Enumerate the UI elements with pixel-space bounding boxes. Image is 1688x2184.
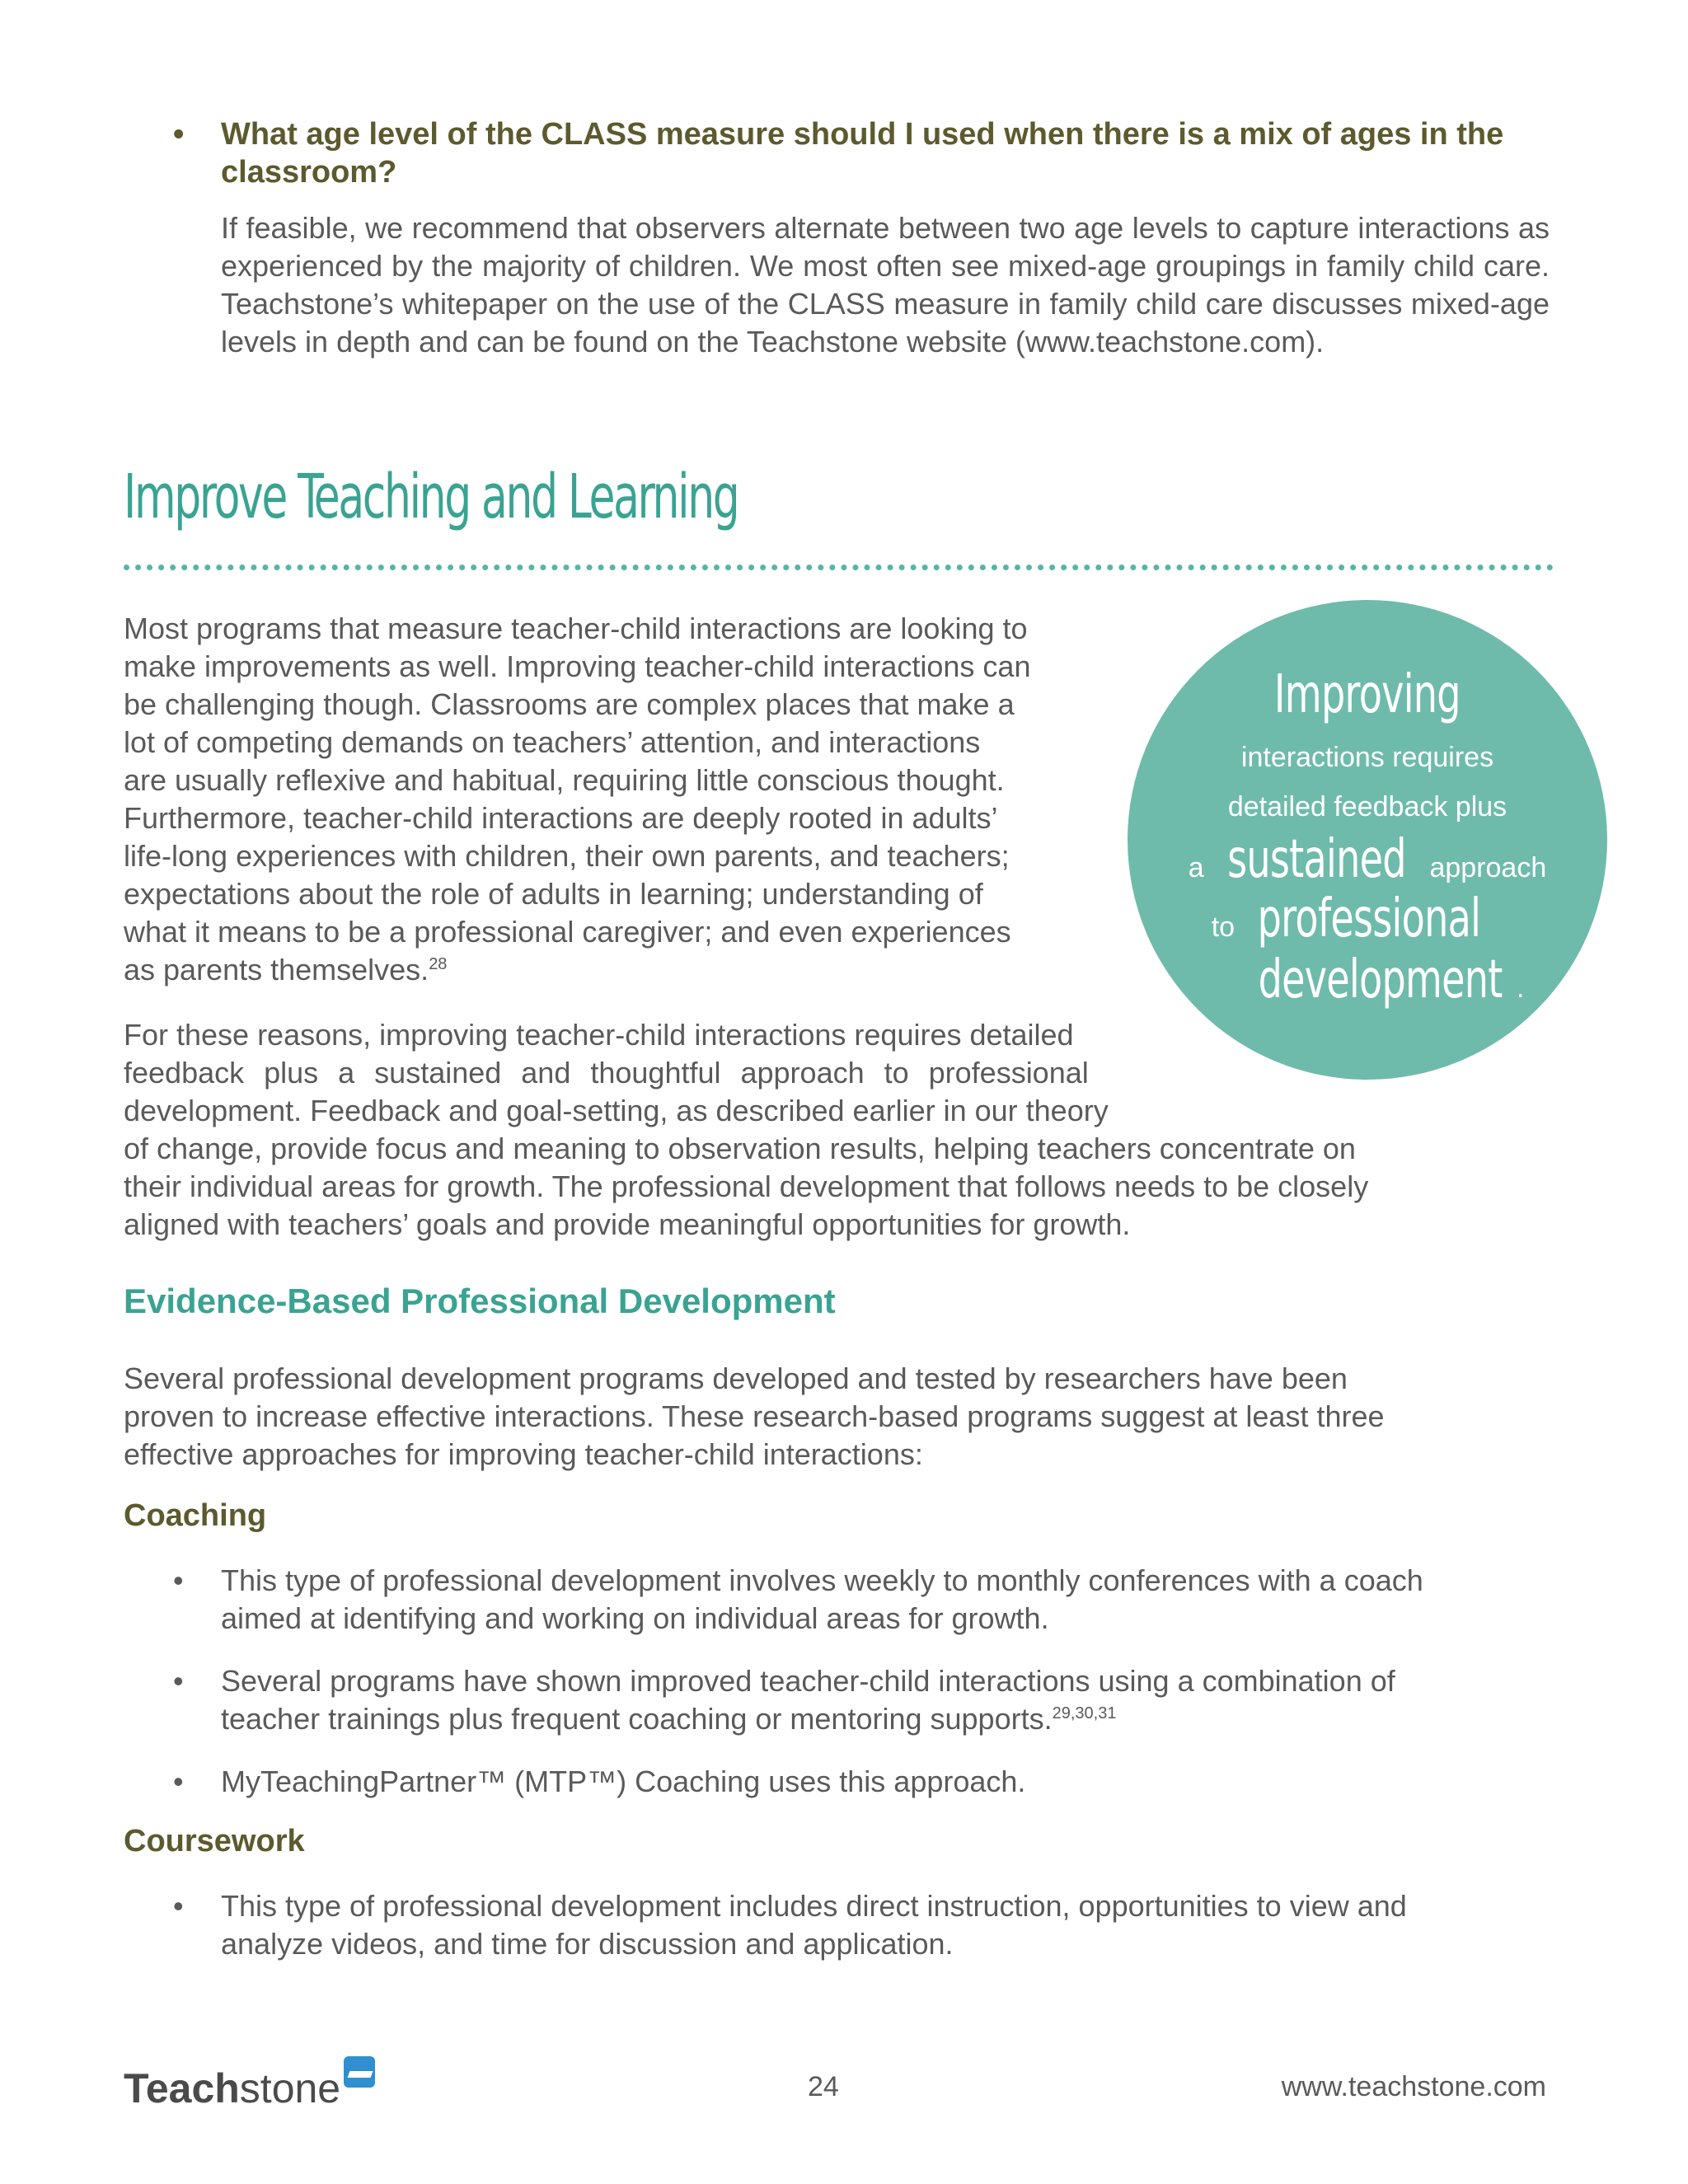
list-item-line: MyTeachingPartner™ (MTP™) Coaching uses this approach. <box>221 1765 1026 1798</box>
bullet: • <box>173 117 185 152</box>
paragraph-line-text: as parents themselves. <box>124 953 429 987</box>
logo-text-light: stone <box>239 2065 341 2111</box>
dotted-divider <box>124 565 1554 570</box>
paragraph-line: be challenging though. Classrooms are complex places that make a <box>124 687 1015 721</box>
list-item-line-text: teacher trainings plus frequent coaching or mentoring supports. <box>221 1702 1053 1736</box>
list-item-line: analyze videos, and time for discussion and application. <box>221 1927 954 1961</box>
callout-word: a <box>1188 852 1204 883</box>
faq-question <box>165 115 1550 191</box>
list-item <box>165 1662 1550 1738</box>
paragraph-line: effective approaches for improving teacher-child interactions: <box>124 1437 923 1471</box>
logo-mark-icon <box>344 2056 375 2088</box>
list-item <box>165 1562 1550 1638</box>
list-item-line: This type of professional development includes direct instruction, opportunities to view and <box>221 1889 1407 1923</box>
paragraph-line: For these reasons, improving teacher-child interactions requires detailed <box>124 1018 1074 1052</box>
callout-line: interactions requires <box>1240 742 1494 773</box>
paragraph-line: lot of competing demands on teachers’ attention, and interactions <box>124 725 981 759</box>
callout-line <box>1128 888 1607 949</box>
page-number: 24 <box>808 2071 839 2102</box>
bullet: • <box>173 1563 184 1597</box>
list-item-line: aimed at identifying and working on individual areas for growth. <box>221 1601 1049 1635</box>
coursework-heading: Coursework <box>124 1824 305 1858</box>
footnote-ref: 28 <box>429 955 448 973</box>
bullet: • <box>173 1889 184 1923</box>
section-title: Improve Teaching and Learning <box>124 462 738 532</box>
callout-line <box>1128 949 1607 1010</box>
callout-word: to <box>1211 912 1236 943</box>
coursework-list <box>165 1887 1550 1963</box>
callout-word: approach <box>1429 852 1547 883</box>
paragraph-line: development. Feedback and goal-setting, as described earlier in our theory <box>124 1094 1109 1127</box>
footer-url[interactable]: www.teachstone.com <box>1281 2071 1546 2102</box>
callout-line <box>1128 829 1607 890</box>
paragraph-line <box>124 951 1179 989</box>
callout-word-sustained: sustained <box>1227 829 1406 890</box>
callout-line: detailed feedback plus <box>1227 791 1507 823</box>
pull-quote-circle <box>1128 600 1607 1080</box>
callout-period: . <box>1516 972 1525 1004</box>
paragraph-line: feedback plus a sustained and thoughtful approach to professional <box>124 1056 1089 1090</box>
list-item-line: This type of professional development involves weekly to monthly conferences with a coach <box>221 1563 1423 1597</box>
paragraph-line: their individual areas for growth. The professional development that follows needs to be closely <box>124 1169 1369 1203</box>
teachstone-logo <box>124 2056 375 2112</box>
paragraph-intro <box>124 610 1179 989</box>
callout-word-professional: professional <box>1257 888 1480 949</box>
logo-text-bold: Teach <box>124 2065 240 2111</box>
paragraph-line: Most programs that measure teacher-child interactions are looking to <box>124 612 1028 645</box>
list-item <box>165 1887 1550 1963</box>
paragraph-line: what it means to be a professional caregiver; and even experiences <box>124 915 1011 949</box>
paragraph-line: aligned with teachers’ goals and provide meaningful opportunities for growth. <box>124 1207 1131 1241</box>
bullet: • <box>173 1765 184 1798</box>
list-item-line: Several programs have shown improved teacher-child interactions using a combination of <box>221 1664 1395 1698</box>
paragraph-line: Several professional development programs developed and tested by researchers have been <box>124 1361 1348 1395</box>
faq-answer: If feasible, we recommend that observers alternate between two age levels to capture interactions as experienced by the majority of children. We most often see mixed-age groupings in family child care. Teachstone’s whitepaper on the use of the CLASS measure in family child care discusses mixed-age levels in depth and can be found on the Teachstone website (www.teachstone.com). <box>221 211 1550 359</box>
paragraph-line: Furthermore, teacher-child interactions are deeply rooted in adults’ <box>124 801 998 835</box>
paragraph-line: life-long experiences with children, their own parents, and teachers; <box>124 839 1010 873</box>
callout-word-improving: Improving <box>1274 664 1461 725</box>
list-item <box>165 1763 1550 1801</box>
subsection-title: Evidence-Based Professional Development <box>124 1282 836 1320</box>
coaching-heading: Coaching <box>124 1498 267 1533</box>
paragraph-line: expectations about the role of adults in learning; understanding of <box>124 877 983 911</box>
coaching-list <box>165 1562 1550 1825</box>
list-item-line <box>221 1700 1550 1738</box>
paragraph-line: of change, provide focus and meaning to observation results, helping teachers concentrate on <box>124 1132 1356 1165</box>
paragraph-line: proven to increase effective interactions. These research-based programs suggest at least three <box>124 1399 1385 1433</box>
faq-block <box>165 115 1550 361</box>
callout-word-development: development <box>1258 949 1503 1010</box>
paragraph-line: make improvements as well. Improving teacher-child interactions can <box>124 649 1031 683</box>
faq-question-text: What age level of the CLASS measure should I used when there is a mix of ages in the classroom? <box>221 117 1504 190</box>
paragraph-line: are usually reflexive and habitual, requiring little conscious thought. <box>124 763 1005 797</box>
bullet: • <box>173 1664 184 1698</box>
footnote-ref: 29,30,31 <box>1052 1704 1117 1722</box>
paragraph-evidence <box>124 1360 1550 1474</box>
